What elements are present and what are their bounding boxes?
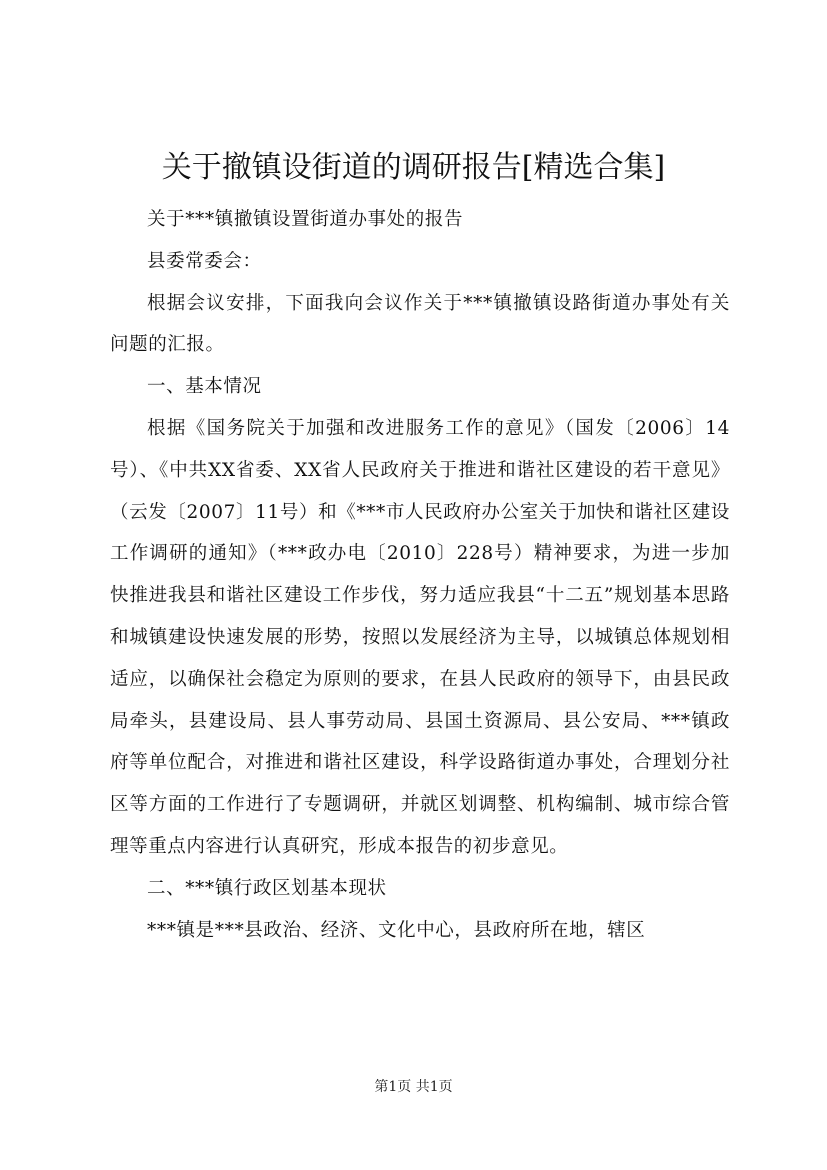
document-title: 关于撤镇设街道的调研报告[精选合集] [161,150,666,185]
section-heading-2: 二、***镇行政区划基本现状 [147,877,387,899]
section-heading-1: 一、基本情况 [147,376,262,398]
page-footer: 第1页 共1页 [374,1079,453,1095]
report-subtitle: 关于***镇撤镇设置街道办事处的报告 [147,209,464,230]
document-body [110,199,730,951]
paragraph-basic-situation: 根据《国务院关于加强和改进服务工作的意见》（国发〔2006〕14号）、《中共XX省委、XX省人民政府关于推进和谐社区建设的若干意见》（云发〔2007〕11号）和《***市人民政府办公室关于加快和谐社区建设工作调研的通知》（***政办电〔2010〕228号）精神要求，为进一步加快推进我县和谐社区建设工作步伐，努力适应我县“十二五”规划基本思路和城镇建设快速发展的形势，按照以发展经济为主导，以城镇总体规划相适应，以确保社会稳定为原则的要求，在县人民政府的领导下，由县民政局牵头，县建设局、县人事劳动局、县国土资源局、县公安局、***镇政府等单位配合，对推进和谐社区建设，科学设路街道办事处，合理划分社区等方面的工作进行了专题调研，并就区划调整、机构编制、城市综合管理等重点内容进行认真研究，形成本报告的初步意见。 [110,417,730,857]
salutation: 县委常委会： [147,250,262,272]
paragraph-current-status: ***镇是***县政治、经济、文化中心，县政府所在地，辖区 [147,919,646,941]
paragraph-intro: 根据会议安排，下面我向会议作关于***镇撤镇设路街道办事处有关问题的汇报。 [110,292,730,356]
